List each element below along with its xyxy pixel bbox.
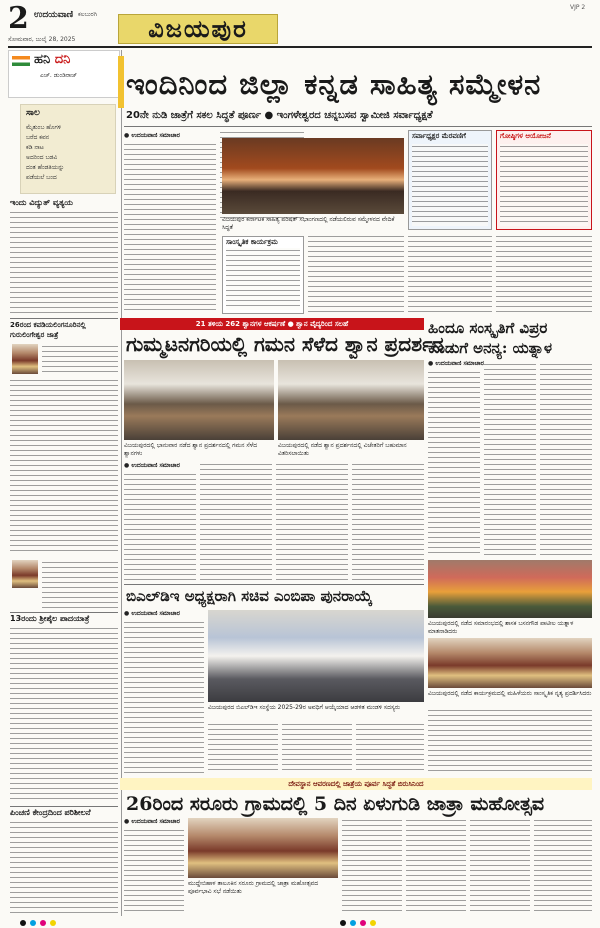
divider	[10, 318, 118, 319]
dani-logo-text: ದನಿ	[54, 52, 71, 67]
dog-show-body-3	[276, 462, 348, 580]
hani-dani-logo	[34, 52, 70, 67]
brand-name: ಉದಯವಾಣಿ	[34, 10, 74, 20]
right-photo	[428, 638, 592, 688]
left-news-2-body-a	[42, 344, 118, 374]
sessions-box-body	[500, 144, 588, 226]
registration-mark	[40, 920, 46, 926]
left-news-2-head: 26ರಂದ ಕವಡಿಯಲಿಂಗನೂರಿನಲ್ಲಿ ಗುರುಲಿಂಗೇಶ್ವರ ಜಾತ್ರೆ	[10, 321, 86, 339]
brand-edition: ಕಲಬುರಗಿ	[78, 11, 98, 18]
dog-show-photo-left	[124, 360, 274, 440]
left-news-2-body-b	[10, 378, 118, 552]
bldea-headline: ಬಿಎಲ್‌ಡಿಇ ಅಧ್ಯಕ್ಷರಾಗಿ ಸಚಿವ ಎಂಬಿಪಾ ಪುನರಾಯ್ಕೆ	[126, 587, 373, 605]
bldea-body-1	[124, 620, 204, 774]
registration-mark	[350, 920, 356, 926]
festival-body-4	[470, 818, 530, 914]
lead-headline: ಇಂದಿನಿಂದ ಜಿಲ್ಲಾ ಕನ್ನಡ ಸಾಹಿತ್ಯ ಸಮ್ಮೇಳನ	[126, 67, 542, 101]
festival-body-2	[342, 818, 402, 914]
culture-box-head: ಸಾಂಸ್ಕೃತಿಕ ಕಾರ್ಯಕ್ರಮ	[226, 238, 278, 246]
edition-mark: VJP 2	[570, 4, 586, 11]
right-body	[428, 708, 592, 774]
page-number: 2	[8, 1, 29, 36]
headline-accent	[118, 56, 124, 108]
poem-title: ಸಾಲ	[26, 108, 40, 118]
lead-body-col5	[496, 234, 592, 314]
poem-line: ದಂತ ಹೆಂಡತಿಯನ್ನು	[26, 164, 65, 171]
procession-box-head: ಸರ್ವಾಧ್ಯಕ್ಷರ ಮೆರವಣಿಗೆ	[412, 132, 466, 140]
poem-line: ಪಡೆಯಲೆ ಬಂದ	[26, 174, 57, 181]
left-news-4-body	[10, 820, 118, 914]
festival-banner: ದೇವಸ್ಥಾನ ಆವರಣದಲ್ಲಿ ಜಾತ್ರೆಯ ಪೂರ್ವ ಸಿದ್ಧತೆ ಬಿರುಸಿನಿಂದ	[120, 778, 592, 790]
poem-line: ಬರೆದ ಕವನ	[26, 134, 50, 141]
festival-headline: 26ರಿಂದ ಸರೂರು ಗ್ರಾಮದಲ್ಲಿ 5 ದಿನ ಏಳುಗುಡಿ ಜಾತ್ರಾ ಮಹೋತ್ಸವ	[126, 793, 545, 815]
bldea-caption: ವಿಜಯಪುರದ ಬಿಎಲ್‌ಡಿಇ ಸಂಸ್ಥೆಯ 2025-29ರ ಅವಧಿಗೆ ಆಯ್ಕೆಯಾದ ಆಡಳಿತ ಮಂಡಳಿ ಸದಸ್ಯರು	[208, 704, 401, 711]
portrait-photo	[12, 560, 38, 588]
lead-body-col4	[408, 234, 492, 314]
flag-icon	[12, 56, 30, 66]
hindu-body-3	[540, 362, 592, 556]
bldea-body-3	[282, 722, 352, 774]
registration-mark	[370, 920, 376, 926]
hindu-body-2	[484, 362, 536, 556]
right-caption: ವಿಜಯಪುರದಲ್ಲಿ ನಡೆದ ಕಾರ್ಯಕ್ರಮದಲ್ಲಿ ಮಹಿಳೆಯರು ಸಾಂಸ್ಕೃತಿಕ ನೃತ್ಯ ಪ್ರದರ್ಶಿಸಿದರು	[428, 690, 592, 697]
festival-photo	[188, 818, 338, 878]
registration-mark	[20, 920, 26, 926]
hindu-body-1	[428, 370, 480, 556]
dog-show-headline: ಗುಮ್ಮಟನಗರಿಯಲ್ಲಿ ಗಮನ ಸೆಳೆದ ಶ್ವಾನ ಪ್ರದರ್ಶನ	[126, 332, 444, 356]
culture-box-body	[226, 248, 300, 310]
divider	[10, 806, 118, 807]
issue-date: ಸೋಮವಾರ, ಜುಲೈ 28, 2025	[8, 36, 76, 43]
dog-show-banner: 21 ತಳಿಯ 262 ಶ್ವಾನಗಳ ಆಕರ್ಷಣೆ ● ಶ್ವಾನ ವೈದ್ಯರಿಂದ ಸಲಹೆ	[120, 318, 424, 330]
lead-photo	[222, 138, 404, 214]
registration-mark	[50, 920, 56, 926]
poem-line: ಕಡಿ ನಾಟ	[26, 144, 44, 151]
registration-mark	[30, 920, 36, 926]
lead-subhead: 20ನೇ ನುಡಿ ಜಾತ್ರೆಗೆ ಸಕಲ ಸಿದ್ಧತೆ ಪೂರ್ಣ ● ಇಂಗಳೇಶ್ವರದ ಚನ್ನಬಸವ ಸ್ವಾಮೀಜಿ ಸರ್ವಾಧ್ಯಕ್ಷತೆ	[126, 110, 433, 121]
left-news-3-head: 13ರಂದು ಶ್ರೀಶೈಲ ಪಾದಯಾತ್ರೆ	[10, 614, 90, 623]
lead-byline: ● ಉದಯವಾಣಿ ಸಮಾಚಾರ	[124, 132, 180, 139]
dog-show-caption-right: ವಿಜಯಪುರದಲ್ಲಿ ನಡೆದ ಶ್ವಾನ ಪ್ರದರ್ಶನದಲ್ಲಿ ವಿಜೇತರಿಗೆ ಬಹುಮಾನ ವಿತರಿಸಲಾಯಿತು	[278, 442, 407, 457]
poem-line: ಮೈತುಂಬ ಹೊಗಳಿ	[26, 124, 62, 131]
dog-show-byline: ● ಉದಯವಾಣಿ ಸಮಾಚಾರ	[124, 462, 180, 469]
festival-byline: ● ಉದಯವಾಣಿ ಸಮಾಚಾರ	[124, 818, 180, 825]
left-news-1-body	[10, 210, 118, 314]
divider	[124, 584, 424, 585]
left-news-4-head: ಪಿಂಚಣಿ ಕೇಂದ್ರದಿಂದ ಪರಿಶೀಲನೆ	[10, 808, 91, 817]
bldea-byline: ● ಉದಯವಾಣಿ ಸಮಾಚಾರ	[124, 610, 180, 617]
left-news-2-body-c	[42, 560, 118, 610]
dog-show-caption-left: ವಿಜಯಪುರದಲ್ಲಿ ಭಾನುವಾರ ನಡೆದ ಶ್ವಾನ ಪ್ರದರ್ಶನದಲ್ಲಿ ಗಮನ ಸೆಳೆದ ಶ್ವಾನಗಳು	[124, 442, 258, 457]
lead-body-col3	[308, 234, 404, 314]
lead-body-col1	[124, 142, 216, 314]
divider	[10, 612, 118, 613]
hindu-photo	[428, 560, 592, 618]
festival-body-1	[124, 828, 184, 914]
registration-mark	[360, 920, 366, 926]
left-news-1-head: ಇಂದು ವಿದ್ಯುತ್ ವ್ಯತ್ಯಯ	[10, 198, 73, 207]
hani-logo-text: ಹನಿ	[34, 52, 51, 67]
portrait-photo	[12, 344, 38, 374]
hani-author: ಎಚ್. ಡುಂಡಿರಾಜ್	[40, 72, 78, 79]
bldea-body-4	[356, 722, 424, 774]
divider	[124, 126, 592, 127]
festival-body-3	[406, 818, 466, 914]
registration-mark	[340, 920, 346, 926]
hindu-byline: ● ಉದಯವಾಣಿ ಸಮಾಚಾರ	[428, 360, 484, 367]
dog-show-body-2	[200, 462, 272, 580]
dog-show-photo-right	[278, 360, 424, 440]
dog-show-body-1	[124, 472, 196, 580]
section-title: ವಿಜಯಪುರ	[148, 14, 248, 43]
sessions-box-head: ಗೋಷ್ಠಿಗಳ ಆಯೋಜನೆ	[500, 132, 551, 140]
lead-photo-caption: ವಿಜಯಪುರ ಕರ್ನಾಟಕ ಸಾಹಿತ್ಯ ಪರಿಷತ್ ಸಭಾಂಗಣದಲ್ಲಿ ನಡೆಯಲಿರುವ ಸಮ್ಮೇಳನದ ವೇದಿಕೆ ಸಿದ್ಧತೆ	[222, 216, 395, 231]
poem-line: ಅದರಿಂದ ಬಡವಿ	[26, 154, 58, 161]
header-rule	[8, 46, 592, 48]
festival-caption: ಮುದ್ದೇಬಿಹಾಳ ತಾಲೂಕಿನ ಸರೂರು ಗ್ರಾಮದಲ್ಲಿ ಜಾತ್ರಾ ಮಹೋತ್ಸವದ ಪೂರ್ವಭಾವಿ ಸಭೆ ನಡೆಯಿತು	[188, 880, 319, 895]
hindu-caption: ವಿಜಯಪುರದಲ್ಲಿ ನಡೆದ ಸಮಾರಂಭದಲ್ಲಿ ಶಾಸಕ ಬಸನಗೌಡ ಪಾಟೀಲ ಯತ್ನಾಳ ಮಾತನಾಡಿದರು	[428, 620, 574, 635]
festival-body-5	[534, 818, 592, 914]
hindu-headline: ಹಿಂದೂ ಸಂಸ್ಕೃತಿಗೆ ವಿಪ್ರರ ಕೊಡುಗೆ ಅನನ್ಯ: ಯತ್ನಾಳ	[428, 319, 553, 357]
bldea-body-2	[208, 722, 278, 774]
bldea-photo	[208, 610, 424, 702]
dog-show-body-4	[352, 462, 424, 580]
left-news-3-body	[10, 626, 118, 802]
procession-box-body	[412, 144, 488, 226]
